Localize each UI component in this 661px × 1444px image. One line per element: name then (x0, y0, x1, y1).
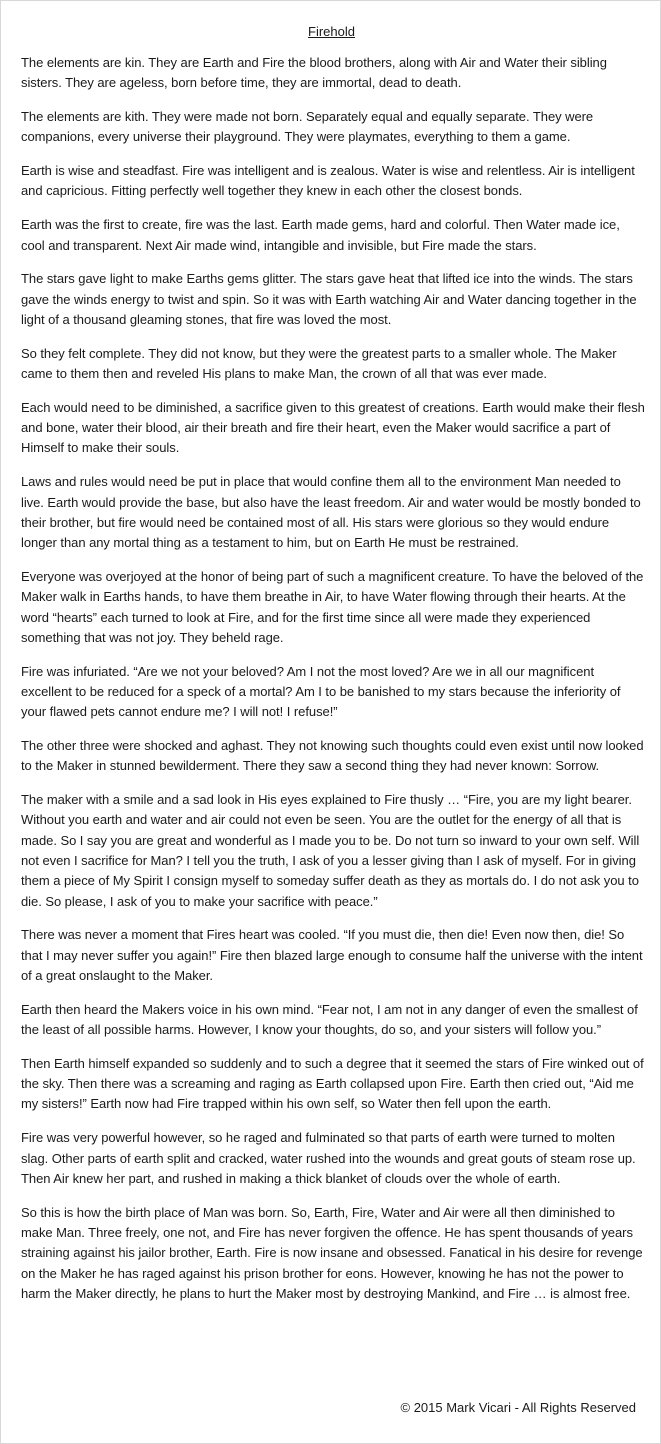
paragraph-11: The other three were shocked and aghast. They not knowing such thoughts could even exist until now looked to the Maker in stunned bewilderment. There they saw a second thing they had never known: Sorrow. (21, 738, 644, 774)
paragraph-10: Fire was infuriated. “Are we not your beloved? Am I not the most loved? Are we in all our magnificent excellent to be reduced for a speck of a mortal? Am I to be banished to my stars because the inferiority of your flawed pets cannot endure me? I will not! I refuse!” (21, 663, 621, 720)
paragraph-16: Fire was very powerful however, so he raged and fulminated so that parts of earth were turned to molten slag. Other parts of earth split and cracked, water rushed into the wounds and great gouts of steam rose up. Then Air knew her part, and rushed in making a thick blanket of clouds over the whole of earth. (21, 1130, 636, 1186)
paragraph-2: The elements are kith. They were made not born. Separately equal and equally separate. They were companions, every universe their playground. They were playmates, everything to them a game. (21, 109, 594, 145)
document-body (21, 53, 645, 1318)
paragraph-17: So this is how the birth place of Man was born. So, Earth, Fire, Water and Air were all then diminished to make Man. Three freely, one not, and Fire has never forgiven the offence. He has spent thousands of years straining against his jailor brother, Earth. Fire is now insane and obsessed. Fanatical in his desire for revenge on the Maker he has raged against his prison brother for eons. However, knowing he has not the power to harm the Maker directly, he plans to hurt the Maker most by destroying Mankind, and Fire … is almost free. (21, 1204, 643, 1301)
paragraph-14: Earth then heard the Makers voice in his own mind. “Fear not, I am not in any danger of even the smallest of the least of all possible harms. However, I know your thoughts, do so, and your sisters will follow you.” (21, 1001, 638, 1038)
paragraph-7: Each would need to be diminished, a sacrifice given to this greatest of creations. Earth would make their flesh and bone, water their blood, air their breath and fire their heart, even the Maker would sacrifice a part of Himself to make their souls. (21, 399, 645, 456)
paragraph-8: Laws and rules would need be put in place that would confine them all to the environment Man needed to live. Earth would provide the base, but also have the least freedom. Air and water would be mostly bonded to their brother, but fire would need be contained most of all. His stars were glorious so they would endure longer than any mortal thing as a testament to him, but on Earth He must be restrained. (21, 474, 641, 551)
paragraph-9: Everyone was overjoyed at the honor of being part of such a magnificent creature. To have the beloved of the Maker walk in Earths hands, to have them breathe in Air, to have Water flowing through their hearts. At the word “hearts” each turned to look at Fire, and for the first time since all were made they experienced something that was not joy. They beheld rage. (21, 568, 644, 645)
copyright-notice: © 2015 Mark Vicari - All Rights Reserved (400, 1400, 636, 1415)
paragraph-4: Earth was the first to create, fire was the last. Earth made gems, hard and colorful. Then Water made ice, cool and transparent. Next Air made wind, intangible and invisible, but Fire made the stars. (21, 217, 620, 253)
paragraph-15: Then Earth himself expanded so suddenly and to such a degree that it seemed the stars of Fire winked out of the sky. Then there was a screaming and raging as Earth collapsed upon Fire. Earth then cried out, “Aid me my sisters!” Earth now had Fire trapped within his own self, so Water then fell upon the earth. (21, 1055, 644, 1112)
paragraph-6: So they felt complete. They did not know, but they were the greatest parts to a smaller whole. The Maker came to them then and reveled His plans to make Man, the crown of all that was ever made. (21, 345, 617, 382)
paragraph-12: The maker with a smile and a sad look in His eyes explained to Fire thusly … “Fire, you are my light bearer. Without you earth and water and air could not even be seen. You are the outlet for the energy of all that is made. So I say you are great and wonderful as I made you to be. Do not turn so inward to your own self. Will not even I sacrifice for Man? I tell you the truth, I ask of you a lesser giving than I ask of myself. For in giving them a piece of My Spirit I consign myself to someday suffer death as they as mortals do. I do not ask you to die. So please, I ask of you to make your sacrifice with peace.” (21, 792, 640, 909)
document-title: Firehold (308, 24, 355, 39)
paragraph-1: The elements are kin. They are Earth and Fire the blood brothers, along with Air and Water their sibling sisters. They are ageless, born before time, they are immortal, dead to death. (21, 55, 607, 91)
paragraph-3: Earth is wise and steadfast. Fire was intelligent and is zealous. Water is wise and relentless. Air is intelligent and capricious. Fitting perfectly well together they knew in each other the closest bonds. (21, 163, 635, 199)
paragraph-13: There was never a moment that Fires heart was cooled. “If you must die, then die! Even now then, die! So that I may never suffer you again!” Fire then blazed large enough to consume half the universe with the intent of a great onslaught to the Maker. (21, 927, 643, 983)
paragraph-5: The stars gave light to make Earths gems glitter. The stars gave heat that lifted ice into the winds. The stars gave the winds energy to twist and spin. So it was with Earth watching Air and Water dancing together in the light of a thousand gleaming stones, that fire was loved the most. (21, 271, 637, 327)
